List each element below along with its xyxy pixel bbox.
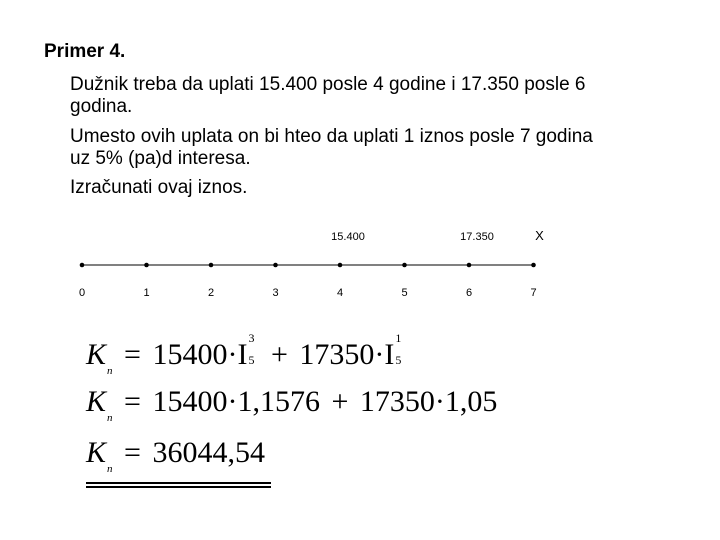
payment-amount-label: 15.400 bbox=[331, 231, 365, 243]
timeline-point bbox=[467, 263, 472, 268]
formula-lhs-subscript: n bbox=[107, 463, 113, 475]
formula-lhs: K bbox=[86, 385, 107, 418]
factor-superscript: 1 bbox=[395, 331, 402, 345]
factor-superscript: 3 bbox=[248, 331, 255, 345]
timeline-point bbox=[144, 263, 149, 268]
timeline-point bbox=[338, 263, 343, 268]
timeline-point bbox=[402, 263, 407, 268]
interest-factor-indices bbox=[394, 331, 406, 367]
timeline-period-label: 2 bbox=[207, 287, 215, 299]
timeline-point bbox=[80, 263, 85, 268]
plus-sign: + bbox=[331, 385, 349, 418]
factor-subscript: 5 bbox=[248, 353, 255, 367]
timeline-period-label: 4 bbox=[336, 287, 344, 299]
factor-value: 1,05 bbox=[444, 385, 498, 418]
formula-lhs: K bbox=[86, 436, 107, 469]
timeline-period-label: 0 bbox=[78, 287, 86, 299]
interest-factor: I bbox=[384, 338, 395, 371]
formula-lhs-subscript: n bbox=[107, 412, 113, 424]
multiply-dot: · bbox=[374, 338, 385, 371]
problem-line: Dužnik treba da uplati 15.400 posle 4 godine i 17.350 posle 6 bbox=[70, 74, 586, 95]
timeline-point bbox=[209, 263, 214, 268]
factor-value: 1,1576 bbox=[237, 385, 320, 418]
payment-amount-label: 17.350 bbox=[460, 231, 494, 243]
factor-subscript: 5 bbox=[395, 353, 402, 367]
multiply-dot: · bbox=[227, 338, 238, 371]
plus-sign: + bbox=[270, 338, 288, 371]
formula-term: 15400 bbox=[152, 385, 228, 418]
timeline-period-label: 5 bbox=[401, 287, 408, 299]
timeline-point bbox=[273, 263, 278, 268]
example-heading: Primer 4. bbox=[44, 41, 126, 62]
interest-factor: I bbox=[237, 338, 248, 371]
result-double-underline bbox=[86, 482, 271, 488]
formula-lhs: K bbox=[86, 338, 107, 371]
formula-line-1 bbox=[86, 331, 406, 377]
equals-sign: = bbox=[124, 436, 141, 469]
timeline-period-label: 7 bbox=[530, 287, 537, 299]
interest-factor-indices bbox=[247, 331, 259, 367]
multiply-dot: · bbox=[227, 385, 238, 418]
timeline-period-label: 6 bbox=[465, 287, 473, 299]
formula-result: 36044,54 bbox=[152, 436, 265, 469]
formula-lhs-subscript: n bbox=[107, 365, 113, 377]
formula-term: 15400 bbox=[152, 338, 228, 371]
timeline-period-label: 1 bbox=[143, 287, 150, 299]
formula-line-3 bbox=[86, 436, 265, 475]
formula-term: 17350 bbox=[359, 385, 435, 418]
formula-line-2 bbox=[86, 385, 497, 424]
timeline-period-label: 3 bbox=[272, 287, 279, 299]
problem-line: Izračunati ovaj iznos. bbox=[70, 177, 248, 198]
formula-term: 17350 bbox=[299, 338, 375, 371]
problem-line: godina. bbox=[70, 96, 133, 117]
problem-line: Umesto ovih uplata on bi hteo da uplati 1 iznos posle 7 godina bbox=[70, 126, 593, 147]
problem-line: uz 5% (pa)d interesa. bbox=[70, 148, 251, 169]
timeline-point bbox=[531, 263, 536, 268]
payment-amount-label: X bbox=[535, 228, 544, 243]
multiply-dot: · bbox=[434, 385, 445, 418]
equals-sign: = bbox=[124, 385, 141, 418]
equals-sign: = bbox=[124, 338, 141, 371]
